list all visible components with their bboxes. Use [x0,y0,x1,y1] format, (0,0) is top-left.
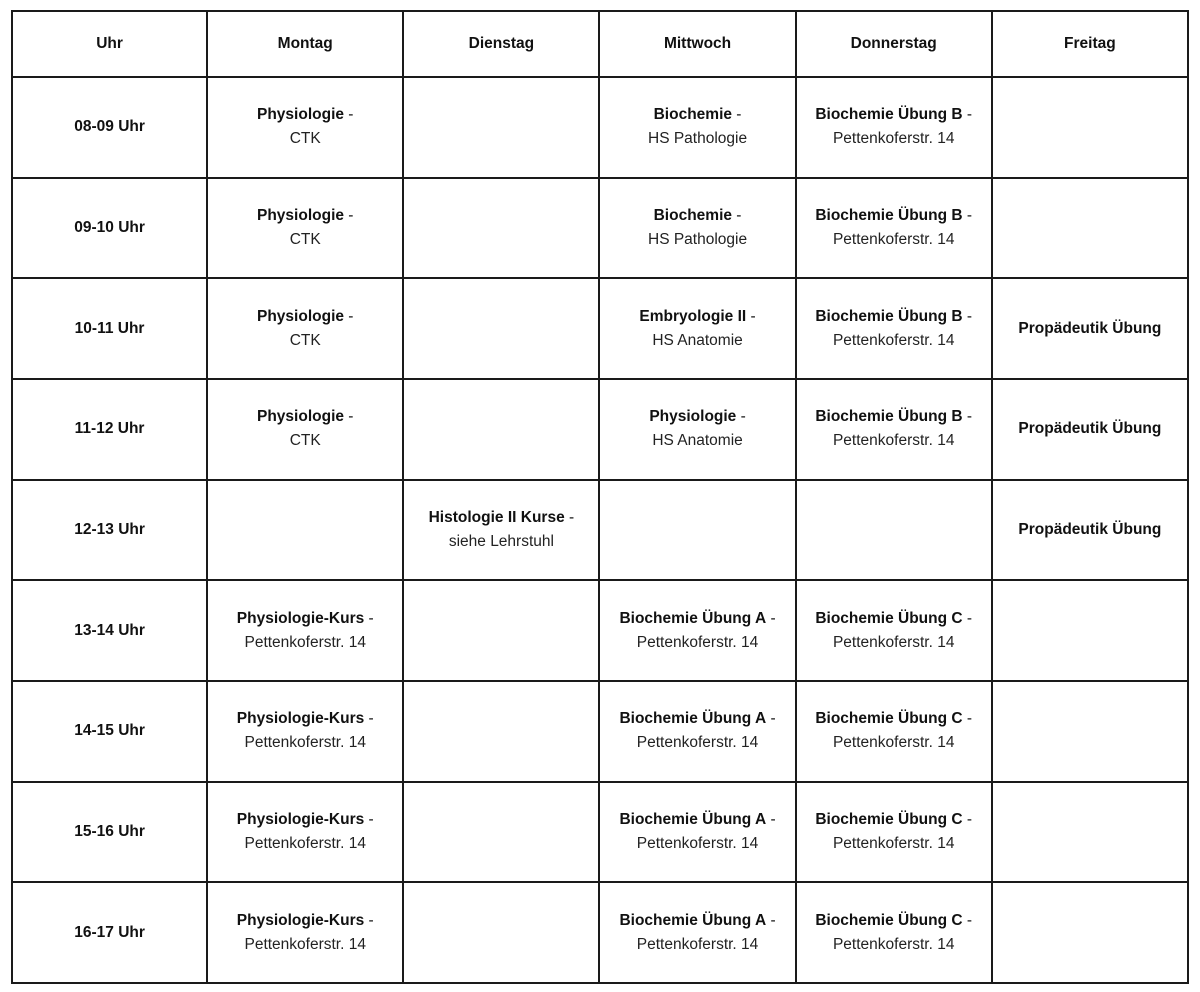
course-name: Biochemie Übung B [815,206,963,224]
schedule-cell [992,681,1188,782]
time-slot: 16-17 Uhr [12,882,207,983]
course-location: Pettenkoferstr. 14 [244,935,366,953]
course-name: Biochemie Übung C [815,911,963,929]
header-row [12,11,1188,77]
separator: - [732,106,742,124]
course-name: Biochemie Übung C [815,710,963,728]
separator: - [766,911,776,929]
course-location: Pettenkoferstr. 14 [636,834,759,852]
course-name: Biochemie Übung B [815,106,963,124]
schedule-cell [207,681,403,782]
schedule-cell [207,580,403,681]
header-day: Dienstag [403,11,599,77]
timetable-body [12,77,1188,983]
schedule-cell [992,278,1188,379]
header-day: Montag [207,11,403,77]
course-name: Physiologie [257,106,344,124]
timetable [11,10,1189,984]
course-location: Pettenkoferstr. 14 [832,935,955,953]
schedule-cell [403,681,599,782]
time-slot: 11-12 Uhr [12,379,207,480]
time-slot: 14-15 Uhr [12,681,207,782]
course-location: Pettenkoferstr. 14 [832,331,955,349]
time-slot: 13-14 Uhr [12,580,207,681]
course-location: Pettenkoferstr. 14 [832,734,955,752]
course-name: Biochemie [653,106,732,124]
schedule-cell [403,782,599,883]
course-name: Propädeutik Übung [1018,319,1162,337]
course-name: Propädeutik Übung [1018,520,1162,538]
schedule-cell [403,882,599,983]
schedule-cell [403,278,599,379]
course-location: siehe Lehrstuhl [448,532,554,550]
schedule-cell [796,178,992,279]
course-location: Pettenkoferstr. 14 [832,834,955,852]
course-name: Biochemie Übung C [815,810,963,828]
table-row [12,178,1188,279]
table-row [12,782,1188,883]
schedule-cell [599,882,795,983]
schedule-cell [207,178,403,279]
separator: - [766,710,776,728]
course-location: CTK [289,331,321,349]
course-name: Physiologie [257,408,344,426]
table-row [12,278,1188,379]
separator: - [344,307,354,325]
schedule-cell [207,882,403,983]
schedule-cell [796,278,992,379]
course-name: Physiologie-Kurs [236,609,365,627]
schedule-cell [403,77,599,178]
course-name: Physiologie [257,206,344,224]
course-name: Biochemie [653,206,732,224]
table-row [12,882,1188,983]
separator: - [962,206,973,224]
schedule-cell [599,782,795,883]
course-location: CTK [289,230,321,248]
header-day: Mittwoch [599,11,795,77]
course-name: Physiologie-Kurs [236,810,365,828]
header-time: Uhr [12,11,207,77]
schedule-cell [992,480,1188,581]
course-name: Biochemie Übung A [619,710,767,728]
course-name: Biochemie Übung A [619,810,767,828]
separator: - [962,609,973,627]
separator: - [962,710,973,728]
course-name: Biochemie Übung B [815,408,963,426]
schedule-cell [796,580,992,681]
separator: - [364,911,374,929]
table-row [12,580,1188,681]
time-slot: 15-16 Uhr [12,782,207,883]
course-location: CTK [289,130,321,148]
course-name: Physiologie [257,307,344,325]
schedule-cell [992,882,1188,983]
schedule-cell [403,379,599,480]
separator: - [732,206,742,224]
course-location: Pettenkoferstr. 14 [832,432,955,450]
separator: - [766,609,776,627]
schedule-cell [992,580,1188,681]
course-location: Pettenkoferstr. 14 [832,130,955,148]
schedule-cell [796,882,992,983]
separator: - [962,408,973,426]
separator: - [962,307,973,325]
separator: - [344,206,354,224]
separator: - [344,408,354,426]
course-location: HS Anatomie [652,331,743,349]
course-name: Physiologie [649,408,737,426]
schedule-cell [599,278,795,379]
course-location: HS Anatomie [652,432,743,450]
table-row [12,77,1188,178]
course-location: Pettenkoferstr. 14 [636,734,759,752]
separator: - [364,609,374,627]
table-row [12,379,1188,480]
course-location: CTK [289,432,321,450]
schedule-cell [796,480,992,581]
schedule-cell [403,178,599,279]
schedule-cell [599,681,795,782]
schedule-cell [403,580,599,681]
separator: - [344,106,354,124]
schedule-cell [599,379,795,480]
time-slot: 12-13 Uhr [12,480,207,581]
separator: - [364,810,374,828]
table-row [12,681,1188,782]
header-day: Donnerstag [796,11,992,77]
header-day: Freitag [992,11,1188,77]
course-location: HS Pathologie [648,230,748,248]
schedule-cell [207,379,403,480]
course-location: Pettenkoferstr. 14 [636,935,759,953]
schedule-cell [599,77,795,178]
schedule-cell [992,77,1188,178]
schedule-cell [207,782,403,883]
schedule-cell [207,278,403,379]
separator: - [962,106,973,124]
course-name: Physiologie-Kurs [236,911,365,929]
course-name: Propädeutik Übung [1018,420,1162,438]
schedule-cell [207,77,403,178]
separator: - [962,810,973,828]
time-slot: 08-09 Uhr [12,77,207,178]
course-name: Biochemie Übung C [815,609,963,627]
table-row [12,480,1188,581]
schedule-cell [992,178,1188,279]
schedule-cell [796,681,992,782]
separator: - [736,408,746,426]
separator: - [564,508,575,526]
course-location: Pettenkoferstr. 14 [244,633,366,651]
separator: - [766,810,776,828]
schedule-cell [796,379,992,480]
course-name: Biochemie Übung A [619,911,767,929]
course-location: Pettenkoferstr. 14 [244,834,366,852]
course-name: Biochemie Übung B [815,307,963,325]
course-name: Embryologie II [639,307,747,325]
course-location: Pettenkoferstr. 14 [832,230,955,248]
time-slot: 09-10 Uhr [12,178,207,279]
schedule-cell [599,580,795,681]
schedule-cell [992,379,1188,480]
course-name: Biochemie Übung A [619,609,767,627]
schedule-cell [599,480,795,581]
separator: - [962,911,973,929]
course-name: Histologie II Kurse [428,508,565,526]
schedule-cell [403,480,599,581]
course-location: HS Pathologie [648,130,748,148]
schedule-cell [599,178,795,279]
course-location: Pettenkoferstr. 14 [832,633,955,651]
course-name: Physiologie-Kurs [236,710,365,728]
schedule-cell [992,782,1188,883]
schedule-cell [796,782,992,883]
course-location: Pettenkoferstr. 14 [636,633,759,651]
timetable-container [11,10,1189,984]
schedule-cell [796,77,992,178]
time-slot: 10-11 Uhr [12,278,207,379]
separator: - [746,307,756,325]
schedule-cell [207,480,403,581]
course-location: Pettenkoferstr. 14 [244,734,366,752]
separator: - [364,710,374,728]
